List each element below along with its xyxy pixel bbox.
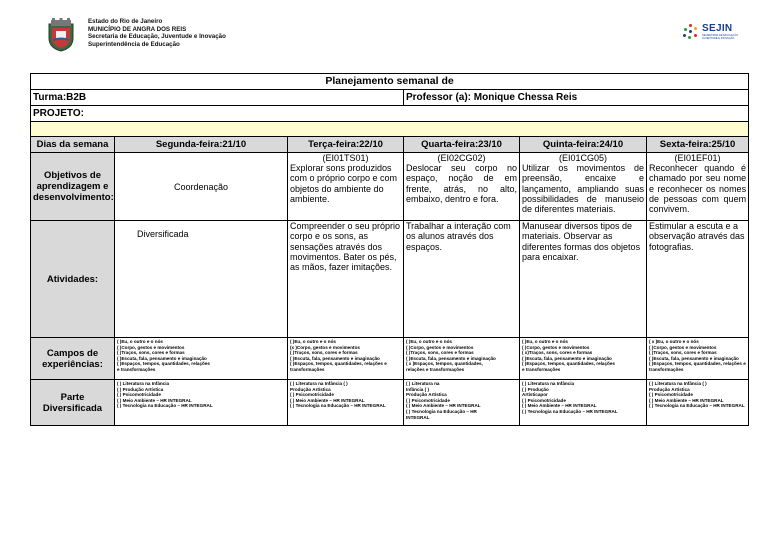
parte-thursday-line: ( ) Psicomotricidade — [522, 397, 566, 403]
municipal-crest-icon — [44, 18, 78, 52]
campos-wednesday-line: ( )Corpo, gestos e movimentos — [406, 344, 474, 350]
campos-monday-line: ( )Espaços, tempos, quantidades, relações — [117, 361, 210, 367]
objetivo-wednesday-code: (EI02CG02) — [437, 153, 486, 163]
parte-diversificada-label: Parte Diversificada — [31, 380, 115, 426]
day-wednesday: Quarta-feira:23/10 — [404, 137, 520, 153]
objetivo-wednesday-text: Deslocar seu corpo no espaço, noção de em frente, atrás, no alto, embaixo, dentro e fora. — [406, 163, 517, 204]
parte-tuesday-line: ( ) Psicomotricidade — [290, 392, 334, 398]
highlight-row — [31, 122, 749, 137]
parte-wednesday-line: ( ) Tecnologia na Educação – HR — [406, 408, 477, 414]
professor-field: Professor (a): Monique Chessa Reis — [404, 90, 749, 106]
atividade-thursday: Manusear diversos tipos de materiais. Observar as diferentes formas dos objetos para encaixar. — [520, 221, 647, 338]
parte-tuesday-line: ( ) Literatura na Infância ( ) — [290, 381, 348, 386]
campos-friday — [647, 338, 749, 380]
campos-thursday-line: e transformações — [522, 366, 561, 372]
parte-monday-line: ( ) Meio Ambiente – HR INTEGRAL — [117, 397, 192, 403]
atividade-monday: Diversificada — [115, 221, 288, 338]
parte-friday-line: ( ) Psicomotricidade — [649, 392, 693, 398]
parte-tuesday — [288, 380, 404, 426]
campos-wednesday-line: ( )Traços, sons, cores e formas — [406, 350, 474, 356]
campos-thursday-line: ( x)Traços, sons, cores e formas — [522, 350, 593, 356]
objetivo-thursday-code: (EI01CG05) — [558, 153, 608, 163]
objetivo-wednesday — [404, 153, 520, 221]
campos-friday-line: ( )Espaços, tempos, quantidades, relações e — [649, 361, 746, 367]
parte-wednesday — [404, 380, 520, 426]
weekly-plan-table — [30, 73, 749, 426]
atividades-label: Atividades: — [31, 221, 115, 338]
campos-monday-line: ( )Escuta, fala, pensamento e imaginação — [117, 355, 207, 361]
header-text — [88, 18, 226, 48]
objetivos-label: Objetivos de aprendizagem e desenvolvimento: — [31, 153, 115, 221]
objetivo-tuesday — [288, 153, 404, 221]
campos-tuesday-line: transformações — [290, 366, 325, 372]
parte-monday — [115, 380, 288, 426]
plan-title: Planejamento semanal de — [31, 74, 749, 90]
parte-tuesday-line: ( ) Tecnologia na Educação – HR INTEGRAL — [290, 403, 386, 409]
parte-tuesday-line: ( ) Meio Ambiente – HR INTEGRAL — [290, 397, 365, 403]
campos-friday-line: ( )Traços, sons, cores e formas — [649, 350, 717, 356]
parte-friday-line: ( ) Tecnologia na Educação – HR INTEGRAL — [649, 403, 745, 409]
parte-friday-line: ( ) Meio Ambiente – HR INTEGRAL — [649, 397, 724, 403]
campos-friday-line: ( )Escuta, fala, pensamento e imaginação — [649, 355, 739, 361]
campos-wednesday-line: ( x )Espaços, tempos, quantidades, — [406, 361, 483, 367]
parte-monday-line: ( ) Literatura na Infância — [117, 381, 170, 386]
parte-wednesday-line: ( ) Psicomotricidade — [406, 397, 450, 403]
campos-label: Campos de experiências: — [31, 338, 115, 380]
parte-thursday-line: ( ) Produção — [522, 386, 549, 392]
campos-monday-line: e transformações — [117, 366, 156, 372]
atividade-wednesday: Trabalhar a interação com os alunos através dos espaços. — [404, 221, 520, 338]
day-thursday: Quinta-feira:24/10 — [520, 137, 647, 153]
campos-monday-line: ( )Corpo, gestos e movimentos — [117, 344, 185, 350]
day-monday: Segunda-feira:21/10 — [115, 137, 288, 153]
projeto-field: PROJETO: — [31, 106, 749, 122]
campos-thursday-line: ( )Escuta, fala, pensamento e imaginação — [522, 355, 612, 361]
parte-thursday-line: ( ) Literatura na Infância — [522, 381, 575, 386]
objetivo-friday-text: Reconhecer quando é chamado por seu nome e reconhecer os nomes de pessoas com quem convivem. — [649, 163, 747, 215]
objetivo-monday: Coordenação — [115, 153, 288, 221]
parte-wednesday-line: ( ) Meio Ambiente – HR INTEGRAL — [406, 403, 481, 409]
parte-thursday-line: Artísticapor — [522, 392, 548, 398]
sejin-logo-text: SEJIN — [702, 23, 733, 34]
atividade-friday: Estimular a escuta e a observação através das fotografias. — [647, 221, 749, 338]
sejin-logo-subtitle-2: JUVENTUDE E INOVAÇÃO — [702, 37, 735, 41]
header-state: Estado do Rio de Janeiro — [88, 18, 163, 25]
objetivo-tuesday-text: Explorar sons produzidos com o próprio corpo e com objetos do ambiente do ambiente. — [290, 163, 398, 204]
parte-monday-line: ( ) Produção Artística — [117, 386, 164, 392]
campos-monday-line: ( )Eu, o outro e o nós — [117, 339, 163, 344]
campos-tuesday-line: ( )Espaços, tempos, quantidades, relações e — [290, 361, 387, 367]
parte-wednesday-line: Produção Artística — [406, 392, 447, 398]
campos-tuesday-line: ( )Eu, o outro e o nós — [290, 339, 336, 344]
days-label: Dias da semana — [31, 137, 115, 153]
parte-thursday — [520, 380, 647, 426]
campos-friday-line: ( )Corpo, gestos e movimentos — [649, 344, 717, 350]
objetivo-friday-code: (EI01EF01) — [674, 153, 721, 163]
campos-tuesday — [288, 338, 404, 380]
campos-friday-line: ( x )Eu, o outro e o nós — [649, 339, 699, 344]
parte-monday-line: ( ) Psicomotricidade — [117, 392, 161, 398]
objetivo-tuesday-code: (EI01TS01) — [322, 153, 369, 163]
sejin-dots-icon — [683, 24, 699, 40]
day-tuesday: Terça-feira:22/10 — [288, 137, 404, 153]
campos-tuesday-line: ( )Traços, sons, cores e formas — [290, 350, 358, 356]
campos-wednesday-line: ( )Eu, o outro e o nós — [406, 339, 452, 344]
campos-wednesday-line: relações e transformações — [406, 366, 465, 372]
objetivo-friday — [647, 153, 749, 221]
campos-tuesday-line: (x )Corpo, gestos e movimentos — [290, 344, 360, 350]
document-header — [44, 18, 226, 52]
objetivo-thursday — [520, 153, 647, 221]
atividade-tuesday: Compreender o seu próprio corpo e os sons, as sensações através dos movimentos. Bater os pés, as mãos, fazer imitações. — [288, 221, 404, 338]
campos-thursday — [520, 338, 647, 380]
campos-thursday-line: ( )Espaços, tempos, quantidades, relações — [522, 361, 615, 367]
campos-tuesday-line: ( )Escuta, fala, pensamento e imaginação — [290, 355, 380, 361]
sejin-logo-subtitle-1: SECRETARIA DE EDUCAÇÃO — [702, 34, 738, 37]
parte-wednesday-line: Infância ( ) — [406, 386, 429, 392]
parte-wednesday-line: INTEGRAL — [406, 414, 430, 420]
parte-monday-line: ( ) Tecnologia na Educação – HR INTEGRAL — [117, 403, 213, 409]
campos-wednesday-line: ( )Escuta, fala, pensamento e imaginação — [406, 355, 496, 361]
parte-thursday-line: ( ) Tecnologia na Educação – HR INTEGRAL — [522, 408, 618, 414]
day-friday: Sexta-feira:25/10 — [647, 137, 749, 153]
parte-thursday-line: ( ) Meio Ambiente – HR INTEGRAL — [522, 403, 597, 409]
campos-monday — [115, 338, 288, 380]
campos-thursday-line: ( )Corpo, gestos e movimentos — [522, 344, 590, 350]
turma-field: Turma:B2B — [31, 90, 404, 106]
campos-monday-line: ( )Traços, sons, cores e formas — [117, 350, 185, 356]
header-secretariat: Secretaria de Educação, Juventude e Inovação — [88, 33, 226, 41]
parte-friday-line: Produção Artística — [649, 386, 690, 392]
parte-friday-line: ( ) Literatura na Infância ( ) — [649, 381, 707, 386]
parte-wednesday-line: ( ) Literatura na — [406, 381, 440, 386]
parte-friday — [647, 380, 749, 426]
objetivo-thursday-text: Utilizar os movimentos de preensão, encaixe e lançamento, ampliando suas possibilidades de manuseio de diferentes materiais. — [522, 163, 644, 215]
header-superintendence: Superintendência de Educação — [88, 40, 180, 48]
header-municipality: MUNICÍPIO DE ANGRA DOS REIS — [88, 25, 187, 33]
parte-tuesday-line: Produção Artística — [290, 386, 331, 392]
campos-wednesday — [404, 338, 520, 380]
campos-thursday-line: ( )Eu, o outro e o nós — [522, 339, 568, 344]
sejin-logo — [683, 24, 738, 40]
campos-friday-line: transformações — [649, 366, 684, 372]
